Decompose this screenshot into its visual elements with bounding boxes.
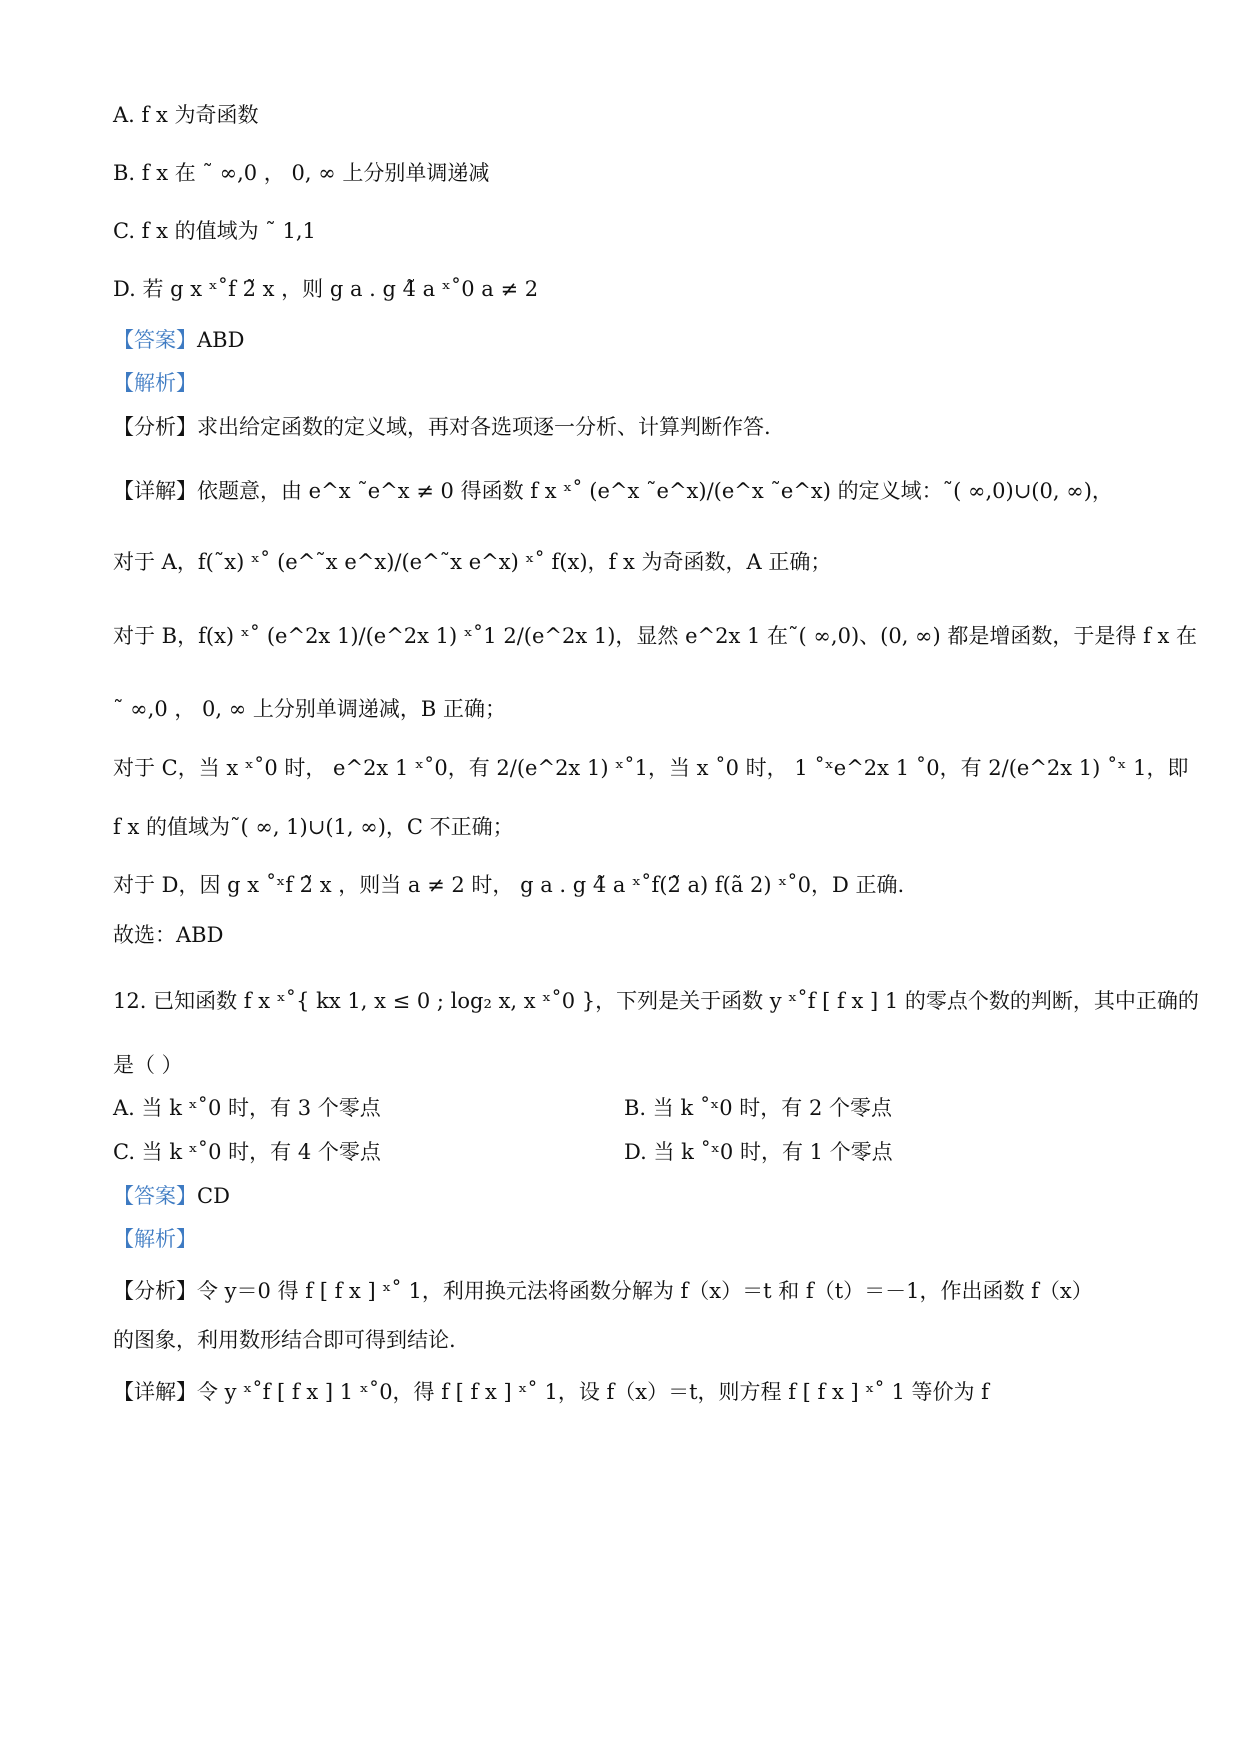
analysis-heading-1 [113,368,197,398]
detail-line-12: 【详解】令 y ˣ˚f [ f x ] 1 ˣ˚0，得 f [ f x ] ˣ˚ 1，设 f（x）＝t，则方程 f [ f x ] ˣ˚ 1 等价为 f [113,1380,989,1404]
answer-tag: 【答案】 [113,328,197,352]
option-d: D. 若 g x ˣ˚f 2̃ x ，则 g a . g 4̃ a ˣ˚0 a ≠ 2 [113,277,539,301]
analysis-text-2b: 的图象，利用数形结合即可得到结论. [113,1328,456,1352]
detail-line-a: 对于 A，f(˜x) ˣ˚ (e^˜x e^x)/(e^˜x e^x) ˣ˚ f(x)，f x 为奇函数，A 正确； [113,550,832,574]
q12-option-c: C. 当 k ˣ˚0 时，有 4 个零点 [113,1140,381,1164]
q12-option-b: B. 当 k ˚ˣ0 时，有 2 个零点 [624,1096,893,1120]
detail-line-c2: f x 的值域为˜( ∞, 1)∪(1, ∞)，C 不正确； [113,815,514,839]
detail-line-d: 对于 D，因 g x ˚ˣf 2̃ x ，则当 a ≠ 2 时， g a . g 4̃ a ˣ˚f(2̃ a) f(ã 2) ˣ˚0，D 正确. [113,873,905,897]
option-b: B. f x 在 ˜ ∞,0 ， 0, ∞ 上分别单调递减 [113,161,490,185]
detail-line-b: 对于 B，f(x) ˣ˚ (e^2x 1)/(e^2x 1) ˣ˚1 2/(e^2x 1)，显然 e^2x 1 在˜( ∞,0)、(0, ∞) 都是增函数，于是得 f x 在 [113,624,1198,648]
question-12-blank: 是（ ） [113,1053,183,1077]
analysis-text-2: 【分析】令 y＝0 得 f [ f x ] ˣ˚ 1，利用换元法将函数分解为 f（x）＝t 和 f（t）＝－1，作出函数 f（x） [113,1279,1093,1303]
analysis-tag: 【解析】 [113,1227,197,1251]
answer-line-1 [113,325,244,355]
option-a: A. f x 为奇函数 [113,103,259,127]
q12-option-d: D. 当 k ˚ˣ0 时，有 1 个零点 [624,1140,893,1164]
q12-option-a: A. 当 k ˣ˚0 时，有 3 个零点 [113,1096,381,1120]
option-c: C. f x 的值域为 ˜ 1,1 [113,219,316,243]
answer-value: ABD [197,328,245,352]
analysis-heading-2 [113,1224,197,1254]
conclusion-line: 故选：ABD [113,923,224,947]
question-12: 12. 已知函数 f x ˣ˚{ kx 1, x ≤ 0 ; log₂ x, x ˣ˚0 }，下列是关于函数 y ˣ˚f [ f x ] 1 的零点个数的判断，其中正确的 [113,989,1199,1013]
detail-line-b2: ˜ ∞,0 ， 0, ∞ 上分别单调递减，B 正确； [113,697,507,721]
analysis-text: 【分析】求出给定函数的定义域，再对各选项逐一分析、计算判断作答. [113,415,771,439]
answer-value: CD [197,1184,230,1208]
answer-line-2 [113,1181,230,1211]
detail-line-c: 对于 C，当 x ˣ˚0 时， e^2x 1 ˣ˚0，有 2/(e^2x 1) ˣ˚1，当 x ˚0 时， 1 ˚ˣe^2x 1 ˚0，有 2/(e^2x 1) ˚ˣ 1，即 [113,756,1189,780]
answer-tag: 【答案】 [113,1184,197,1208]
detail-line-1: 【详解】依题意，由 e^x ˜e^x ≠ 0 得函数 f x ˣ˚ (e^x ˜e^x)/(e^x ˜e^x) 的定义域：˜( ∞,0)∪(0, ∞)， [113,479,1113,503]
analysis-tag: 【解析】 [113,371,197,395]
